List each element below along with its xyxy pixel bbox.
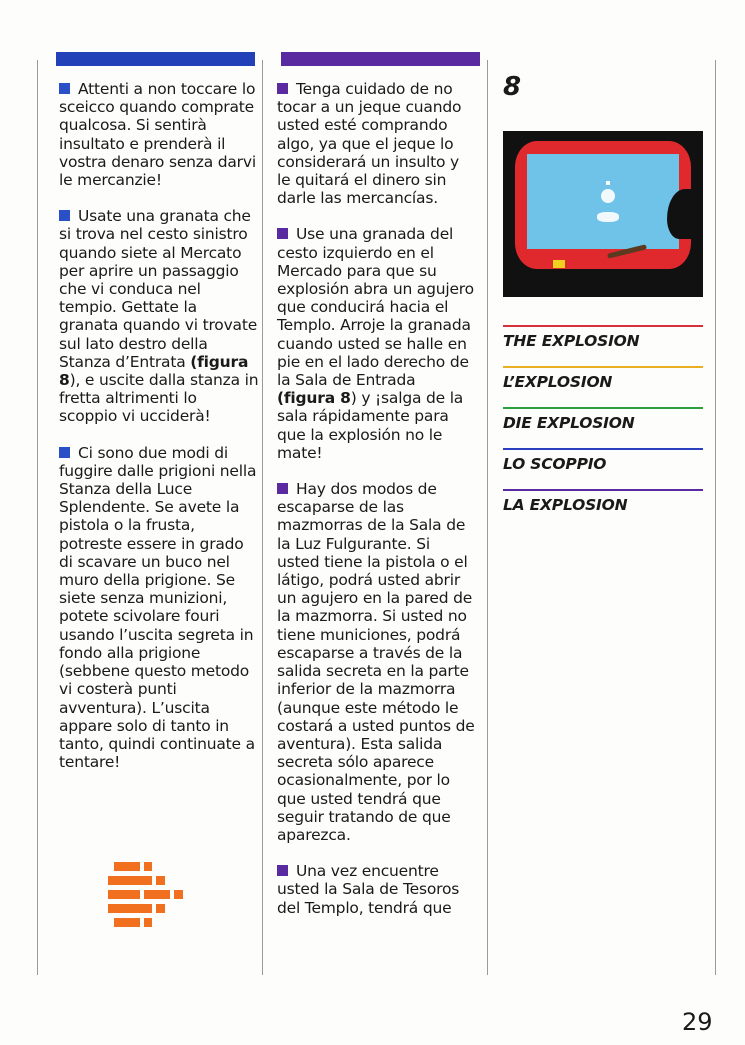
caption-label: DIE EXPLOSION (503, 414, 635, 432)
column-divider (487, 60, 488, 975)
page-number: 29 (682, 1008, 713, 1036)
bullet-square-icon (59, 210, 70, 221)
bullet-square-icon (277, 483, 288, 494)
column-divider (262, 60, 263, 975)
figure-caption-labels (503, 325, 703, 530)
caption-rule (503, 489, 703, 491)
caption-label: LO SCOPPIO (503, 455, 607, 473)
paragraph (277, 225, 477, 462)
bullet-square-icon (277, 83, 288, 94)
explosion-flash (601, 189, 615, 203)
caption-label: THE EXPLOSION (503, 332, 640, 350)
paragraph-text: Una vez encuentre usted la Sala de Tesoros del Templo, tendrá que (277, 862, 460, 917)
bullet-square-icon (277, 228, 288, 239)
atari-style-logo (100, 858, 190, 933)
paragraph-text: Hay dos modos de escaparse de las mazmorras de la Sala de la Luz Fulgurante. Si usted tiene la pistola o el látigo, podrá usted abrir un agujero en la pared de la mazmorra. Si usted no tiene municiones, podrá escaparse a través de la salida secreta en la parte inferior de la mazmorra (aunque este método le costará a usted puntos de aventura). Esta salida secreta sólo aparece ocasionalmente, por lo que usted tendrá que seguir tratando de que aparezca. (277, 480, 475, 844)
paragraph-text: Ci sono due modi di fuggire dalle prigioni nella Stanza della Luce Splendente. Se avete la pistola o la frusta, potreste essere in grado di scavare un buco nel muro della prigione. Se siete senza munizioni, potete scivolare fouri usando l’uscita segreta in fondo alla prigione (sebbene questo metodo vi costerà punti avventura). L’uscita appare solo di tanto in tanto, quindi continuate a tentare! (59, 443, 257, 772)
bullet-square-icon (277, 865, 288, 876)
paragraph (277, 80, 477, 207)
paragraph (277, 862, 477, 917)
ground-debris (607, 244, 647, 259)
paragraph (277, 480, 477, 844)
explosion-flash (597, 212, 619, 222)
bullet-square-icon (59, 83, 70, 94)
spanish-color-bar (281, 52, 480, 66)
paragraph (59, 80, 259, 189)
caption-rule (503, 325, 703, 327)
spanish-column (277, 80, 477, 935)
caption-label: L’EXPLOSION (503, 373, 613, 391)
column-divider (715, 60, 716, 975)
bullet-square-icon (59, 447, 70, 458)
figure-number: 8 (503, 72, 522, 102)
explosion-spark (606, 181, 610, 185)
caption-rule (503, 448, 703, 450)
paragraph-text: ), e uscite dalla stanza in fretta altrimenti lo scoppio vi ucciderà! (59, 371, 259, 426)
column-divider (37, 60, 38, 975)
caption-rule (503, 407, 703, 409)
caption-label: LA EXPLOSION (503, 496, 628, 514)
italian-column (59, 80, 259, 789)
paragraph (59, 444, 259, 772)
paragraph (59, 207, 259, 425)
figure-reference: (figura 8 (277, 389, 351, 408)
italian-color-bar (56, 52, 255, 66)
paragraph-text: ) y ¡salga de la sala rápidamente para que la explosión no le mate! (277, 389, 464, 462)
figure-screenshot-tv (503, 131, 703, 297)
paragraph-text: Usate una granata che si trova nel cesto sinistro quando siete al Mercato per aprire un passaggio che vi conduca nel tempio. Gettate la granata quando vi trovate sul lato destro della Stanza d’Entrata (59, 207, 258, 371)
paragraph-text: Tenga cuidado de no tocar a un jeque cuando usted esté comprando algo, ya que el jeque lo considerará un insulto y le quitará el dinero sin darle las mercancías. (277, 80, 462, 208)
paragraph-text: Attenti a non toccare lo sceicco quando comprate qualcosa. Si sentirà insultato e prenderà il vostra denaro senza darvi le mercanzie! (59, 80, 256, 190)
inventory-icon (553, 260, 565, 268)
caption-rule (503, 366, 703, 368)
paragraph-text: Use una granada del cesto izquierdo en el Mercado para que su explosión abra un agujero que conducirá hacia el Templo. Arroje la granada cuando usted se halle en pie en el lado derecho de la Sala de Entrada (277, 225, 474, 390)
tv-screen (515, 141, 691, 269)
game-scene (527, 154, 679, 249)
figure-reference: (figura 8 (59, 352, 249, 390)
rock-wall (667, 189, 691, 239)
